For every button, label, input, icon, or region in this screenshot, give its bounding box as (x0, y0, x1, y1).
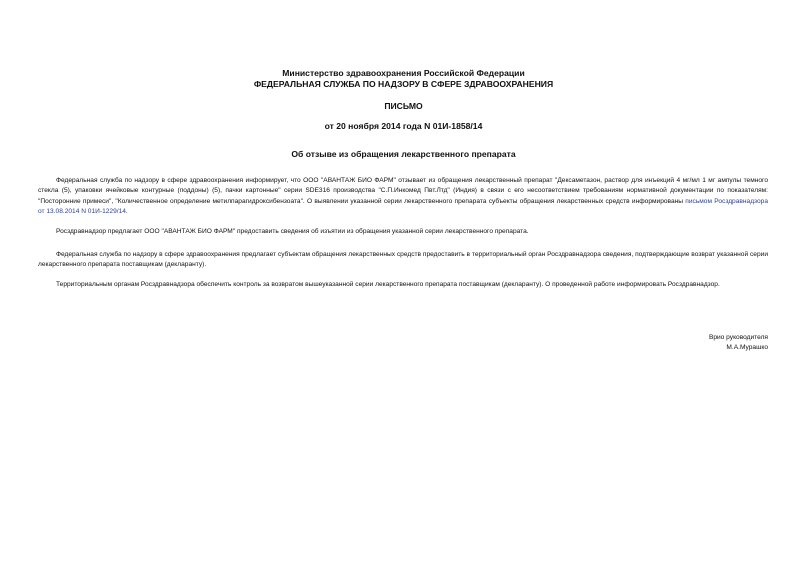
letter-type: ПИСЬМО (384, 101, 423, 111)
paragraph-4-text: Территориальным органам Росздравнадзора обеспечить контроль за возвратом вышеуказанной серии лекарственного препарата поставщикам (декларанту). О проведенной работе информировать Росздравнадзор. (56, 281, 720, 288)
paragraph-1-text: Федеральная служба по надзору в сфере здравоохранения информирует, что ООО "АВАНТАЖ БИО ФАРМ" отзывает из обращения лекарственный препарат "Дексаметазон, раствор для инъекций 4 мг/мл 1 мг ампулы темного стекла (5), упаковки ячейковые контурные (поддоны) (5), пачки картонные" серии SDE316 производства "С.П.Инкомед Пвт.Лтд" (Индия) в связи с его несоответствием требованиям нормативной документации по показателям: "Посторонние примеси", "Количественное определение метилпарагидроксибензоата". О выявлении указанной серии лекарственного препарата субъекты обращения лекарственных средств информированы (38, 177, 768, 205)
signatory-title: Врио руководителя (708, 334, 768, 341)
signatory-name: М.А.Мурашко (726, 344, 768, 351)
paragraph-subjects-instruction (38, 250, 768, 271)
paragraph-3-text: Федеральная служба по надзору в сфере здравоохранения предлагает субъектам обращения лекарственных средств предоставить в территориальный орган Росздравнадзора сведения, подтверждающие возврат указанной серии лекарственного препарата поставщикам (декларанту). (38, 251, 768, 269)
letter-subject: Об отзыве из обращения лекарственного препарата (291, 149, 516, 159)
paragraph-1-end: . (125, 208, 128, 216)
paragraph-recall-notice (38, 176, 768, 218)
referenced-letter-link[interactable]: письмом Росздравнадзора от 13.08.2014 N 01И-1229/14 (38, 197, 768, 216)
paragraph-2-text: Росздравнадзор предлагает ООО "АВАНТАЖ БИО ФАРМ" предоставить сведения об изъятии из обращения указанной серии лекарственного препарата. (56, 228, 529, 235)
letter-date-number: от 20 ноября 2014 года N 01И-1858/14 (324, 121, 483, 131)
paragraph-request-info (38, 227, 768, 237)
paragraph-territorial-control (38, 280, 768, 290)
service-name: ФЕДЕРАЛЬНАЯ СЛУЖБА ПО НАДЗОРУ В СФЕРЕ ЗДРАВООХРАНЕНИЯ (253, 79, 554, 89)
ministry-name: Министерство здравоохранения Российской Федерации (282, 68, 525, 78)
